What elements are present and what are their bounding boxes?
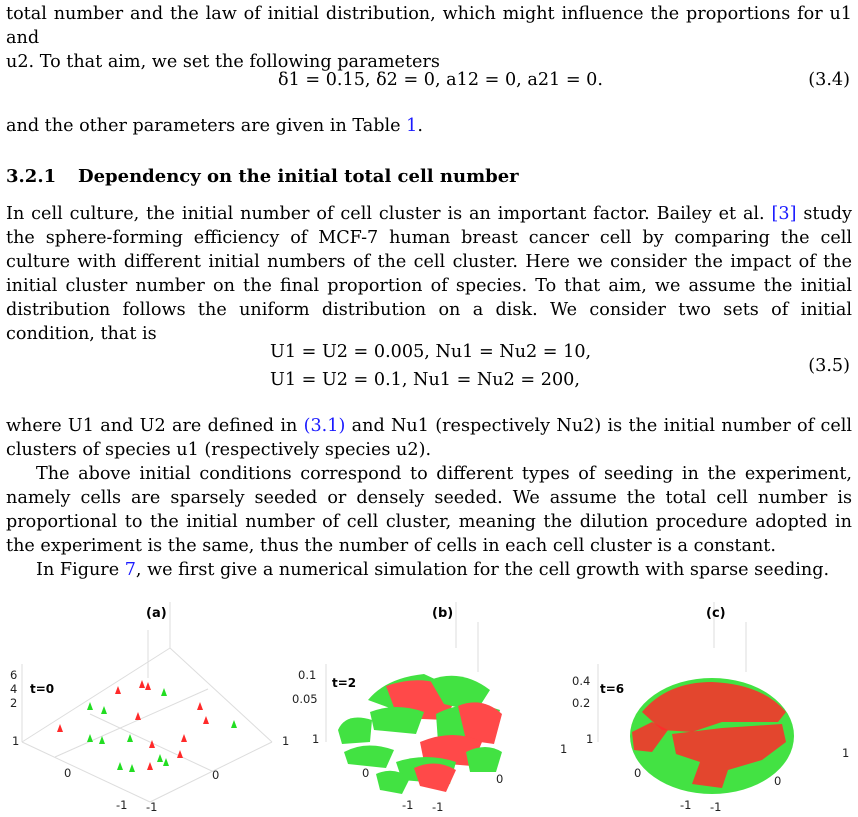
initial-cell-marker	[163, 758, 169, 766]
panel-b-plot	[286, 602, 572, 817]
section-title: Dependency on the initial total cell number	[78, 166, 519, 187]
y-tick: 0	[362, 766, 370, 780]
figure-intro-text-b: , we first give a numerical simulation for the cell growth with sparse seeding.	[135, 560, 830, 580]
intro-line-1: total number and the law of initial distribution, which might influence the proportions for u1 and	[6, 4, 852, 48]
initial-cell-marker	[115, 686, 121, 694]
z-tick: 0.05	[292, 692, 318, 706]
z-tick: 0.2	[572, 696, 591, 710]
paragraph-intro	[6, 2, 852, 74]
equation-link[interactable]: (3.1)	[303, 416, 346, 436]
z-tick: 6	[10, 668, 18, 682]
figure-panel-c	[572, 602, 858, 817]
initial-cell-marker	[161, 688, 167, 696]
figure-link[interactable]: 7	[124, 560, 136, 580]
initial-cell-marker	[147, 762, 153, 770]
x-tick: -1	[710, 800, 722, 814]
y-tick: -1	[116, 798, 128, 812]
initial-cell-marker	[157, 754, 163, 762]
z-tick: 2	[10, 696, 18, 710]
x-tick: 0	[212, 768, 220, 782]
x-tick: 1	[560, 742, 568, 756]
x-tick: 0	[774, 774, 782, 788]
equation-3-5-line-2: U1 = U2 = 0.1, Nu1 = Nu2 = 200,	[270, 370, 580, 390]
z-tick: 4	[10, 682, 18, 696]
equation-3-4: δ1 = 0.15, δ2 = 0, a12 = 0, a21 = 0.	[278, 70, 603, 90]
table-ref-pre: and the other parameters are given in Table	[6, 116, 407, 136]
initial-cell-marker	[129, 764, 135, 772]
x-tick: 0	[496, 772, 504, 786]
x-tick: -1	[146, 800, 158, 814]
equation-3-5-number: (3.5)	[808, 356, 850, 376]
citation-link[interactable]: [3]	[771, 204, 797, 224]
equation-3-4-number: (3.4)	[808, 70, 850, 90]
initial-cell-marker	[203, 716, 209, 724]
panel-a-plot	[0, 602, 286, 817]
y-tick: 1	[12, 734, 20, 748]
equation-3-5-line-1: U1 = U2 = 0.005, Nu1 = Nu2 = 10,	[270, 342, 592, 362]
figure-panel-a	[0, 602, 290, 817]
definitions-text-b: and Nu1 (respectively Nu2) is the initial number of cell clusters of species u1 (respectively species u2).	[6, 416, 852, 460]
initial-cell-marker	[145, 682, 151, 690]
paragraph-cell-culture	[6, 202, 852, 346]
initial-cell-marker	[87, 702, 93, 710]
paragraph-figure-intro	[6, 558, 852, 582]
z-tick: 0.1	[298, 668, 317, 682]
initial-cell-marker	[117, 762, 123, 770]
cell-culture-text-b: study the sphere-forming efficiency of MCF-7 human breast cancer cell by comparing the cell culture with different initial numbers of the cell cluster. Here we consider the impact of the initial cluster number on the final proportion of species. To that aim, we assume the initial distribution follows the uniform distribution on a disk. We consider two sets of initial condition, that is	[6, 204, 852, 344]
panel-label: (a)	[146, 606, 167, 621]
initial-cell-marker	[101, 706, 107, 714]
initial-cell-marker	[127, 734, 133, 742]
figure-intro-text-a: In Figure	[36, 560, 125, 580]
y-tick: 1	[586, 732, 594, 746]
table-link[interactable]: 1	[406, 116, 418, 136]
initial-cell-marker	[197, 702, 203, 710]
y-tick: 1	[312, 732, 320, 746]
y-tick: -1	[402, 798, 414, 812]
figure-panel-b	[286, 602, 572, 817]
initial-cell-marker	[177, 750, 183, 758]
y-tick: 0	[634, 766, 642, 780]
section-number: 3.2.1	[6, 166, 57, 187]
initial-cell-marker	[87, 734, 93, 742]
table-ref-post: .	[417, 116, 423, 136]
x-tick: 1	[282, 734, 290, 748]
x-tick: -1	[432, 800, 444, 814]
cell-culture-text-a: In cell culture, the initial number of cell cluster is an important factor. Bailey et al.	[6, 204, 772, 224]
initial-cell-marker	[181, 734, 187, 742]
time-label: t=0	[30, 682, 55, 696]
y-tick: -1	[680, 798, 692, 812]
initial-cell-marker	[139, 680, 145, 688]
panel-label: (c)	[706, 606, 726, 621]
intro-line-2: u2. To that aim, we set the following parameters	[6, 52, 440, 72]
paragraph-seeding: The above initial conditions correspond to different types of seeding in the experiment, namely cells are sparsely seeded or densely seeded. We assume the total cell number is proportional to the initial number of cell cluster, meaning the dilution procedure adopted in the experiment is the same, thus the number of cells in each cell cluster is a constant.	[6, 464, 852, 556]
initial-cell-marker	[231, 720, 237, 728]
initial-cell-marker	[135, 712, 141, 720]
panel-c-plot	[572, 602, 858, 817]
x-tick: 1	[842, 746, 850, 760]
section-heading	[6, 166, 519, 187]
time-label: t=2	[332, 676, 357, 690]
y-tick: 0	[64, 766, 72, 780]
z-tick: 0.4	[572, 674, 591, 688]
panel-label: (b)	[432, 606, 454, 621]
paragraph-definitions	[6, 414, 852, 462]
time-label: t=6	[600, 682, 625, 696]
paragraph-table-ref	[6, 114, 852, 138]
initial-cell-marker	[57, 724, 63, 732]
definitions-text-a: where U1 and U2 are defined in	[6, 416, 304, 436]
